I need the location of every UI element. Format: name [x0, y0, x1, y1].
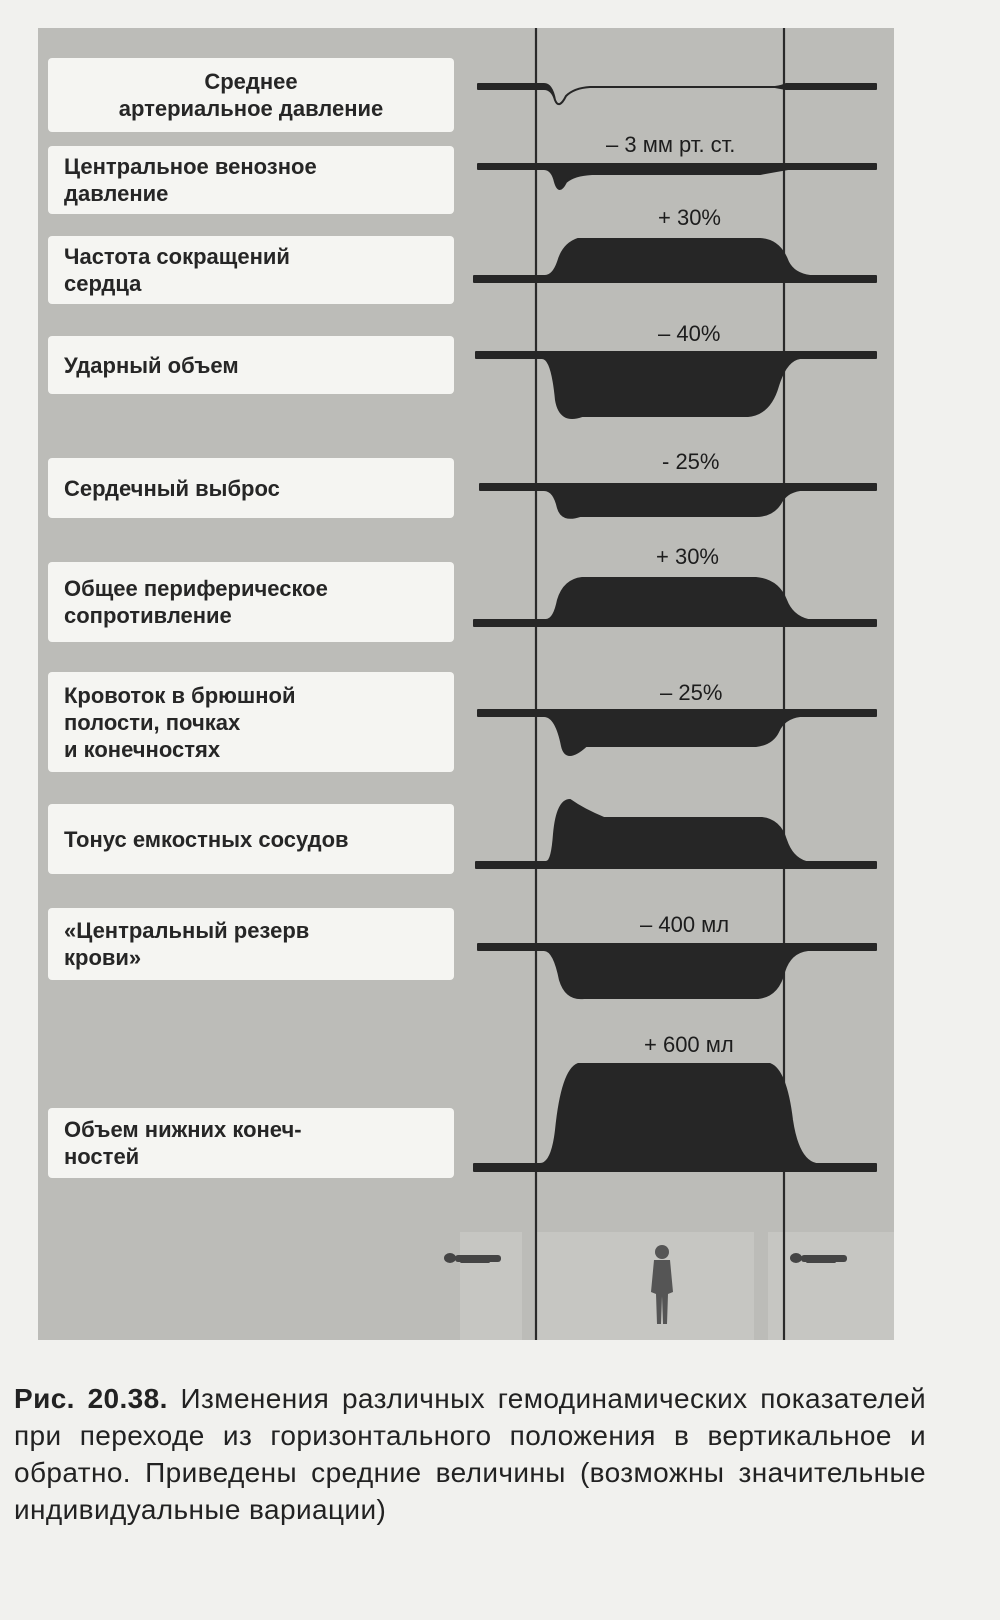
caption-figure-number: Рис. 20.38.	[14, 1383, 168, 1414]
change-peripheral-resistance: + 30%	[656, 544, 719, 569]
label-stroke-volume: Ударный объем	[48, 336, 454, 394]
label-lower-limb-volume: Объем нижних конеч- ностей	[48, 1108, 454, 1178]
trace-lower-limb-volume	[474, 1064, 876, 1171]
label-central-blood-reserve: «Центральный резерв крови»	[48, 908, 454, 980]
trace-central-blood-reserve	[478, 944, 876, 998]
label-heart-rate: Частота сокращений сердца	[48, 236, 454, 304]
lying-figure-icon	[790, 1253, 847, 1263]
trace-visceral-blood-flow	[478, 710, 876, 755]
lying-figure-icon	[444, 1253, 501, 1263]
change-lower-limb-volume: + 600 мл	[644, 1032, 734, 1057]
change-stroke-volume: – 40%	[658, 321, 721, 346]
change-heart-rate: + 30%	[658, 205, 721, 230]
label-cardiac-output: Сердечный выброс	[48, 458, 454, 518]
change-central-blood-reserve: – 400 мл	[640, 912, 730, 937]
standing-figure-icon	[651, 1245, 673, 1324]
change-central-venous-pressure: – 3 мм рт. ст.	[606, 132, 736, 157]
figure-caption	[14, 1380, 926, 1528]
trace-cardiac-output	[480, 484, 876, 518]
trace-central-venous-pressure	[478, 164, 876, 189]
label-capacitance-vessel-tone: Тонус емкостных сосудов	[48, 804, 454, 874]
label-central-venous-pressure: Центральное венозное давление	[48, 146, 454, 214]
change-cardiac-output: - 25%	[662, 449, 720, 474]
caption-text: Изменения различных гемодинамических показателей при переходе из горизонтального положения в вертикальное и обратно. Приведены средние величины (возможны значительные индивидуальные вариации)	[14, 1383, 926, 1525]
label-peripheral-resistance: Общее периферическое сопротивление	[48, 562, 454, 642]
trace-heart-rate	[474, 239, 876, 282]
label-mean-arterial-pressure: Среднее артериальное давление	[48, 58, 454, 132]
label-visceral-blood-flow: Кровоток в брюшной полости, почках и конечностях	[48, 672, 454, 772]
trace-mean-arterial-pressure	[478, 84, 876, 104]
trace-peripheral-resistance	[474, 578, 876, 626]
change-visceral-blood-flow: – 25%	[660, 680, 723, 705]
